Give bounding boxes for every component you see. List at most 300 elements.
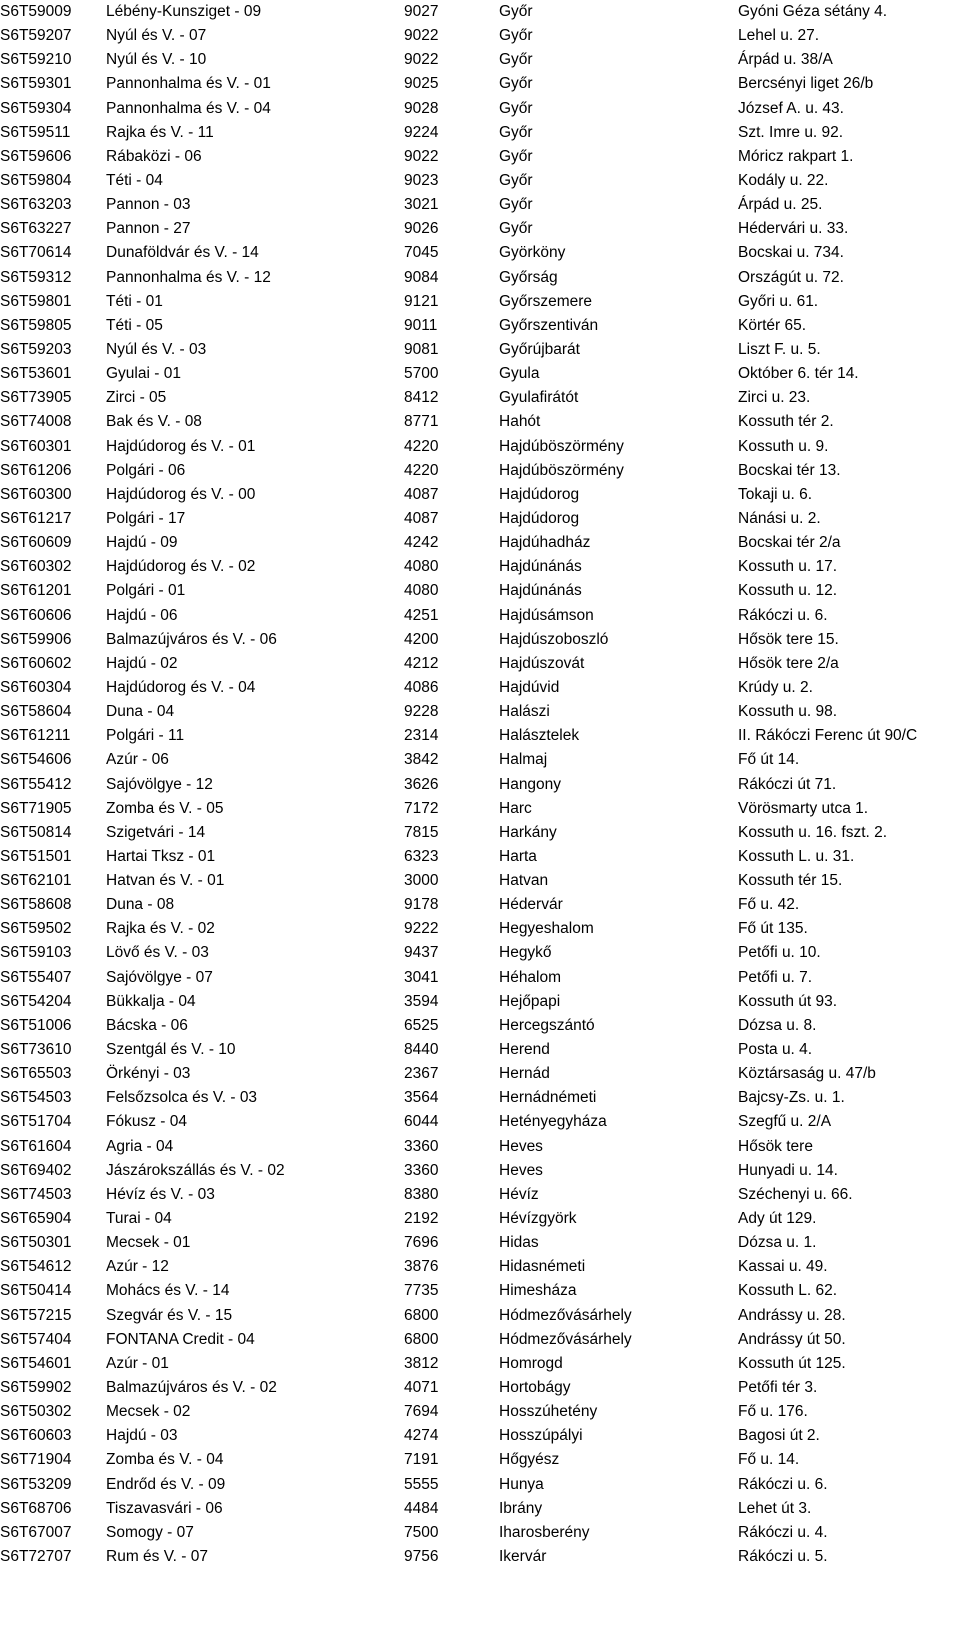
city-cell: Győr <box>499 99 533 117</box>
name-cell: Hévíz és V. - 03 <box>106 1185 215 1203</box>
code-cell: S6T60301 <box>0 437 72 455</box>
name-cell: Hajdúdorog és V. - 04 <box>106 678 256 696</box>
zip-cell: 4200 <box>404 630 439 648</box>
table-row <box>0 1110 960 1134</box>
city-cell: Heves <box>499 1161 543 1179</box>
code-cell: S6T63203 <box>0 196 72 214</box>
code-cell: S6T50814 <box>0 823 72 841</box>
name-cell: FONTANA Credit - 04 <box>106 1330 255 1348</box>
name-cell: Felsőzsolca és V. - 03 <box>106 1089 258 1107</box>
code-cell: S6T60602 <box>0 654 72 672</box>
city-cell: Győrszemere <box>499 292 593 310</box>
name-cell: Téti - 04 <box>106 171 163 189</box>
address-cell: Rákóczi u. 6. <box>738 606 828 624</box>
table-row <box>0 555 960 579</box>
zip-cell: 4087 <box>404 509 439 527</box>
code-cell: S6T59801 <box>0 292 72 310</box>
zip-cell: 4086 <box>404 678 439 696</box>
address-cell: Zirci u. 23. <box>738 389 811 407</box>
name-cell: Hatvan és V. - 01 <box>106 872 225 890</box>
address-cell: Gyóni Géza sétány 4. <box>738 3 888 20</box>
name-cell: Rábaközi - 06 <box>106 147 202 165</box>
name-cell: Gyulai - 01 <box>106 365 181 383</box>
code-cell: S6T74008 <box>0 413 72 431</box>
zip-cell: 3594 <box>404 992 439 1010</box>
code-cell: S6T51501 <box>0 847 72 865</box>
code-cell: S6T60304 <box>0 678 72 696</box>
zip-cell: 9011 <box>404 316 438 334</box>
city-cell: Hajdúdorog <box>499 509 580 527</box>
name-cell: Zirci - 05 <box>106 389 167 407</box>
name-cell: Mecsek - 01 <box>106 1234 191 1252</box>
name-cell: Pannon - 27 <box>106 220 191 238</box>
code-cell: S6T69402 <box>0 1161 72 1179</box>
name-cell: Téti - 05 <box>106 316 163 334</box>
name-cell: Bükkalja - 04 <box>106 992 196 1010</box>
city-cell: Győr <box>499 196 533 214</box>
address-cell: Dózsa u. 8. <box>738 1016 817 1034</box>
zip-cell: 2192 <box>404 1210 439 1228</box>
city-cell: Hortobágy <box>499 1379 571 1397</box>
code-cell: S6T59009 <box>0 3 72 20</box>
code-cell: S6T59304 <box>0 99 72 117</box>
table-row <box>0 410 960 434</box>
code-cell: S6T59103 <box>0 944 72 962</box>
address-cell: Hősök tere <box>738 1137 813 1155</box>
name-cell: Hajdú - 06 <box>106 606 178 624</box>
zip-cell: 3000 <box>404 872 439 890</box>
name-cell: Azúr - 06 <box>106 751 169 769</box>
table-row <box>0 821 960 845</box>
zip-cell: 4080 <box>404 582 439 600</box>
address-cell: Kossuth L. u. 31. <box>738 847 855 865</box>
table-row <box>0 1159 960 1183</box>
city-cell: Ibrány <box>499 1499 543 1517</box>
city-cell: Hajdúböszörmény <box>499 437 624 455</box>
zip-cell: 3360 <box>404 1161 439 1179</box>
name-cell: Endrőd és V. - 09 <box>106 1475 226 1493</box>
table-row <box>0 1376 960 1400</box>
city-cell: Hajdúnánás <box>499 558 582 576</box>
table-row <box>0 483 960 507</box>
address-cell: Kossuth tér 15. <box>738 872 843 890</box>
address-cell: Kossuth tér 2. <box>738 413 834 431</box>
address-cell: Kossuth u. 16. fszt. 2. <box>738 823 888 841</box>
address-cell: Posta u. 4. <box>738 1041 813 1059</box>
address-cell: Rákóczi út 71. <box>738 775 837 793</box>
name-cell: Rum és V. - 07 <box>106 1548 208 1565</box>
city-cell: Hajdúböszörmény <box>499 461 624 479</box>
table-row <box>0 507 960 531</box>
address-cell: József A. u. 43. <box>738 99 844 117</box>
name-cell: Tiszavasvári - 06 <box>106 1499 223 1517</box>
code-cell: S6T59906 <box>0 630 72 648</box>
table-row <box>0 652 960 676</box>
city-cell: Hajdúhadház <box>499 534 591 552</box>
zip-cell: 7500 <box>404 1523 439 1541</box>
zip-cell: 7045 <box>404 244 439 262</box>
code-cell: S6T73905 <box>0 389 72 407</box>
city-cell: Győr <box>499 220 533 238</box>
city-cell: Györköny <box>499 244 566 262</box>
city-cell: Hédervár <box>499 896 563 914</box>
zip-cell: 9022 <box>404 27 439 45</box>
name-cell: Polgári - 11 <box>106 727 185 745</box>
code-cell: S6T54601 <box>0 1354 72 1372</box>
table-row <box>0 579 960 603</box>
city-cell: Hidas <box>499 1234 539 1252</box>
city-cell: Hőgyész <box>499 1451 560 1469</box>
city-cell: Hajdúszovát <box>499 654 585 672</box>
address-cell: Kossuth út 93. <box>738 992 838 1010</box>
table-row <box>0 1231 960 1255</box>
name-cell: Hajdúdorog és V. - 00 <box>106 485 256 503</box>
code-cell: S6T50414 <box>0 1282 72 1300</box>
zip-cell: 2314 <box>404 727 439 745</box>
code-cell: S6T61206 <box>0 461 72 479</box>
table-row <box>0 1545 960 1569</box>
code-cell: S6T60300 <box>0 485 72 503</box>
zip-cell: 7172 <box>404 799 439 817</box>
name-cell: Pannonhalma és V. - 01 <box>106 75 271 93</box>
city-cell: Hosszúhetény <box>499 1403 598 1421</box>
table-row <box>0 1521 960 1545</box>
address-cell: Győri u. 61. <box>738 292 819 310</box>
table-row <box>0 1400 960 1424</box>
code-cell: S6T59606 <box>0 147 72 165</box>
code-cell: S6T65904 <box>0 1210 72 1228</box>
city-cell: Győr <box>499 147 533 165</box>
zip-cell: 4087 <box>404 485 439 503</box>
address-cell: Lehel u. 27. <box>738 27 820 45</box>
name-cell: Dunaföldvár és V. - 14 <box>106 244 259 262</box>
table-row <box>0 604 960 628</box>
name-cell: Lövő és V. - 03 <box>106 944 209 962</box>
table-row <box>0 72 960 96</box>
code-cell: S6T54612 <box>0 1258 72 1276</box>
city-cell: Himesháza <box>499 1282 577 1300</box>
city-cell: Iharosberény <box>499 1523 590 1541</box>
code-cell: S6T58604 <box>0 703 72 721</box>
zip-cell: 9437 <box>404 944 439 962</box>
table-row <box>0 1473 960 1497</box>
city-cell: Halászi <box>499 703 550 721</box>
address-cell: Kossuth u. 17. <box>738 558 838 576</box>
code-cell: S6T62101 <box>0 872 72 890</box>
zip-cell: 9026 <box>404 220 439 238</box>
zip-cell: 3876 <box>404 1258 439 1276</box>
name-cell: Duna - 08 <box>106 896 175 914</box>
city-cell: Győrújbarát <box>499 340 580 358</box>
zip-cell: 9022 <box>404 147 439 165</box>
table-row <box>0 193 960 217</box>
address-cell: Bagosi út 2. <box>738 1427 820 1445</box>
name-cell: Mohács és V. - 14 <box>106 1282 230 1300</box>
city-cell: Győr <box>499 75 533 93</box>
table-row <box>0 1448 960 1472</box>
table-row <box>0 1279 960 1303</box>
code-cell: S6T60302 <box>0 558 72 576</box>
city-cell: Halásztelek <box>499 727 580 745</box>
zip-cell: 3041 <box>404 968 439 986</box>
city-cell: Hahót <box>499 413 541 431</box>
name-cell: Szegvár és V. - 15 <box>106 1306 233 1324</box>
name-cell: Hajdú - 03 <box>106 1427 178 1445</box>
city-cell: Homrogd <box>499 1354 563 1372</box>
zip-cell: 2367 <box>404 1065 439 1083</box>
code-cell: S6T54503 <box>0 1089 72 1107</box>
city-cell: Hernád <box>499 1065 550 1083</box>
zip-cell: 9224 <box>404 123 439 141</box>
address-cell: Bercsényi liget 26/b <box>738 75 874 93</box>
name-cell: Téti - 01 <box>106 292 163 310</box>
code-cell: S6T65503 <box>0 1065 72 1083</box>
name-cell: Hajdúdorog és V. - 02 <box>106 558 256 576</box>
zip-cell: 9023 <box>404 171 439 189</box>
table-row <box>0 169 960 193</box>
address-cell: Petőfi u. 10. <box>738 944 821 962</box>
city-cell: Hunya <box>499 1475 544 1493</box>
zip-cell: 4484 <box>404 1499 439 1517</box>
address-cell: Liszt F. u. 5. <box>738 340 821 358</box>
name-cell: Sajóvölgye - 07 <box>106 968 213 986</box>
zip-cell: 9178 <box>404 896 439 914</box>
code-cell: S6T50302 <box>0 1403 72 1421</box>
address-cell: Köztársaság u. 47/b <box>738 1065 876 1083</box>
table-row <box>0 121 960 145</box>
address-cell: Rákóczi u. 5. <box>738 1548 828 1565</box>
table-row <box>0 241 960 265</box>
zip-cell: 3360 <box>404 1137 439 1155</box>
name-cell: Pannon - 03 <box>106 196 191 214</box>
city-cell: Harta <box>499 847 537 865</box>
address-cell: Nánási u. 2. <box>738 509 821 527</box>
city-cell: Győr <box>499 51 533 69</box>
code-cell: S6T59804 <box>0 171 72 189</box>
table-row <box>0 1207 960 1231</box>
city-cell: Hangony <box>499 775 562 793</box>
zip-cell: 3564 <box>404 1089 439 1107</box>
zip-cell: 6044 <box>404 1113 439 1131</box>
table-row <box>0 459 960 483</box>
table-row <box>0 628 960 652</box>
zip-cell: 7696 <box>404 1234 439 1252</box>
city-cell: Győr <box>499 27 533 45</box>
name-cell: Szentgál és V. - 10 <box>106 1041 236 1059</box>
zip-cell: 9121 <box>404 292 439 310</box>
name-cell: Azúr - 01 <box>106 1354 169 1372</box>
table-row <box>0 990 960 1014</box>
zip-cell: 9027 <box>404 3 439 20</box>
name-cell: Turai - 04 <box>106 1210 172 1228</box>
code-cell: S6T59203 <box>0 340 72 358</box>
city-cell: Hegyeshalom <box>499 920 594 938</box>
zip-cell: 9084 <box>404 268 439 286</box>
table-row <box>0 1014 960 1038</box>
table-row <box>0 1255 960 1279</box>
name-cell: Somogy - 07 <box>106 1523 194 1541</box>
address-cell: Árpád u. 25. <box>738 196 823 214</box>
code-cell: S6T59312 <box>0 268 72 286</box>
table-row <box>0 797 960 821</box>
code-cell: S6T50301 <box>0 1234 72 1252</box>
name-cell: Pannonhalma és V. - 04 <box>106 99 271 117</box>
zip-cell: 4251 <box>404 606 439 624</box>
address-cell: Kossuth u. 98. <box>738 703 838 721</box>
zip-cell: 9081 <box>404 340 439 358</box>
zip-cell: 8380 <box>404 1185 439 1203</box>
city-cell: Hidasnémeti <box>499 1258 586 1276</box>
table-row <box>0 338 960 362</box>
city-cell: Hosszúpályi <box>499 1427 583 1445</box>
address-cell: Árpád u. 38/A <box>738 51 833 69</box>
name-cell: Azúr - 12 <box>106 1258 169 1276</box>
code-cell: S6T60609 <box>0 534 72 552</box>
address-cell: Kassai u. 49. <box>738 1258 828 1276</box>
city-cell: Hetényegyháza <box>499 1113 607 1131</box>
name-cell: Örkényi - 03 <box>106 1065 191 1083</box>
zip-cell: 8412 <box>404 389 439 407</box>
name-cell: Szigetvári - 14 <box>106 823 206 841</box>
zip-cell: 4242 <box>404 534 439 552</box>
city-cell: Hernádnémeti <box>499 1089 597 1107</box>
name-cell: Mecsek - 02 <box>106 1403 191 1421</box>
city-cell: Hejőpapi <box>499 992 561 1010</box>
code-cell: S6T59301 <box>0 75 72 93</box>
city-cell: Héhalom <box>499 968 562 986</box>
table-row <box>0 266 960 290</box>
zip-cell: 4071 <box>404 1379 439 1397</box>
code-cell: S6T61604 <box>0 1137 72 1155</box>
code-cell: S6T70614 <box>0 244 72 262</box>
code-cell: S6T72707 <box>0 1548 72 1565</box>
address-cell: Szegfű u. 2/A <box>738 1113 832 1131</box>
code-cell: S6T71905 <box>0 799 72 817</box>
code-cell: S6T61211 <box>0 727 71 745</box>
name-cell: Rajka és V. - 02 <box>106 920 215 938</box>
zip-cell: 6800 <box>404 1306 439 1324</box>
table-row <box>0 748 960 772</box>
city-cell: Halmaj <box>499 751 548 769</box>
city-cell: Győrszentiván <box>499 316 599 334</box>
code-cell: S6T51006 <box>0 1016 72 1034</box>
code-cell: S6T60603 <box>0 1427 72 1445</box>
zip-cell: 8771 <box>404 413 439 431</box>
table-row <box>0 24 960 48</box>
name-cell: Zomba és V. - 05 <box>106 799 224 817</box>
table-row <box>0 290 960 314</box>
city-cell: Győr <box>499 3 533 20</box>
address-cell: Fő u. 176. <box>738 1403 808 1421</box>
zip-cell: 4212 <box>404 654 439 672</box>
code-cell: S6T58608 <box>0 896 72 914</box>
city-cell: Győr <box>499 123 533 141</box>
zip-cell: 8440 <box>404 1041 439 1059</box>
city-cell: Harc <box>499 799 532 817</box>
address-cell: Bocskai tér 13. <box>738 461 841 479</box>
name-cell: Nyúl és V. - 07 <box>106 27 207 45</box>
code-cell: S6T55407 <box>0 968 72 986</box>
code-cell: S6T61201 <box>0 582 72 600</box>
city-cell: Hajdúdorog <box>499 485 580 503</box>
table-row <box>0 1183 960 1207</box>
table-row <box>0 1062 960 1086</box>
table-row <box>0 917 960 941</box>
address-cell: Krúdy u. 2. <box>738 678 813 696</box>
zip-cell: 9022 <box>404 51 439 69</box>
zip-cell: 3626 <box>404 775 439 793</box>
code-cell: S6T68706 <box>0 1499 72 1517</box>
code-cell: S6T53209 <box>0 1475 72 1493</box>
code-cell: S6T59210 <box>0 51 72 69</box>
zip-cell: 6323 <box>404 847 439 865</box>
address-cell: Kossuth u. 12. <box>738 582 838 600</box>
zip-cell: 9028 <box>404 99 439 117</box>
table-row <box>0 724 960 748</box>
zip-cell: 4080 <box>404 558 439 576</box>
table-row <box>0 941 960 965</box>
table-row <box>0 700 960 724</box>
city-cell: Hajdúszoboszló <box>499 630 609 648</box>
table-row <box>0 1424 960 1448</box>
table-row <box>0 1497 960 1521</box>
code-cell: S6T73610 <box>0 1041 72 1059</box>
zip-cell: 5555 <box>404 1475 439 1493</box>
address-cell: Kossuth út 125. <box>738 1354 846 1372</box>
name-cell: Pannonhalma és V. - 12 <box>106 268 271 286</box>
code-cell: S6T67007 <box>0 1523 72 1541</box>
city-cell: Hajdúnánás <box>499 582 582 600</box>
address-cell: Hunyadi u. 14. <box>738 1161 838 1179</box>
zip-cell: 7694 <box>404 1403 439 1421</box>
zip-cell: 9025 <box>404 75 439 93</box>
table-row <box>0 97 960 121</box>
name-cell: Jászárokszállás és V. - 02 <box>106 1161 285 1179</box>
table-row <box>0 1086 960 1110</box>
city-cell: Hódmezővásárhely <box>499 1330 632 1348</box>
code-cell: S6T59207 <box>0 27 72 45</box>
address-cell: Fő u. 14. <box>738 1451 800 1469</box>
city-cell: Harkány <box>499 823 557 841</box>
table-row <box>0 1328 960 1352</box>
city-cell: Hévízgyörk <box>499 1210 577 1228</box>
name-cell: Polgári - 01 <box>106 582 186 600</box>
code-cell: S6T74503 <box>0 1185 72 1203</box>
city-cell: Hajdúvid <box>499 678 560 696</box>
table-row <box>0 966 960 990</box>
address-cell: Rákóczi u. 6. <box>738 1475 828 1493</box>
zip-cell: 7191 <box>404 1451 439 1469</box>
address-cell: Hédervári u. 33. <box>738 220 849 238</box>
zip-cell: 6525 <box>404 1016 439 1034</box>
table-row <box>0 48 960 72</box>
zip-cell: 9222 <box>404 920 439 938</box>
address-cell: Hősök tere 15. <box>738 630 839 648</box>
table-row <box>0 1038 960 1062</box>
zip-cell: 9756 <box>404 1548 439 1565</box>
zip-cell: 5700 <box>404 365 439 383</box>
name-cell: Hajdúdorog és V. - 01 <box>106 437 256 455</box>
address-cell: Bocskai tér 2/a <box>738 534 841 552</box>
table-row <box>0 869 960 893</box>
city-cell: Gyula <box>499 365 540 383</box>
city-cell: Gyulafirátót <box>499 389 579 407</box>
zip-cell: 4274 <box>404 1427 439 1445</box>
zip-cell: 4220 <box>404 461 439 479</box>
address-cell: Dózsa u. 1. <box>738 1234 817 1252</box>
zip-cell: 4220 <box>404 437 439 455</box>
zip-cell: 3842 <box>404 751 439 769</box>
